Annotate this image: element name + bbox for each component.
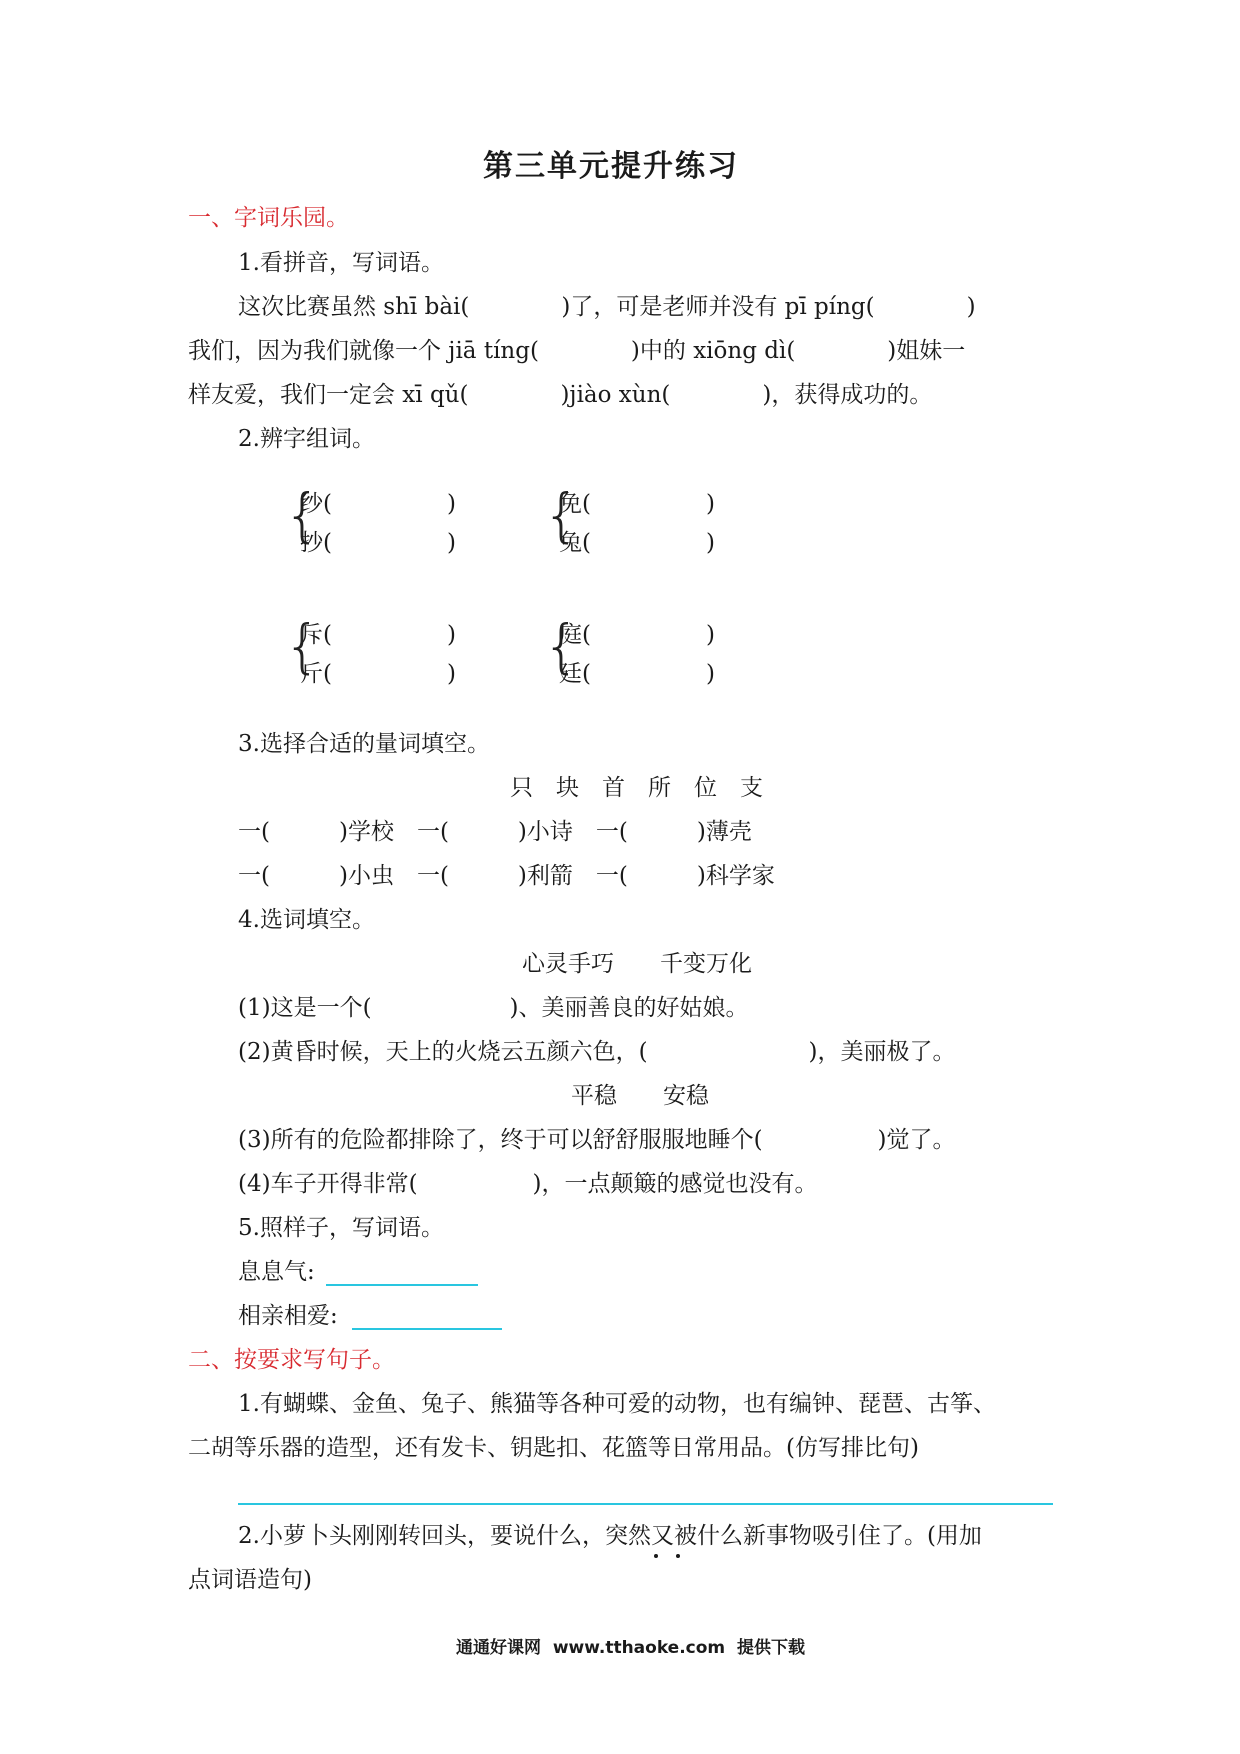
- question-1-prompt: 1.看拼音，写词语。: [238, 250, 444, 276]
- pinyin-line-2: 我们，因为我们就像一个 jiā tíng( )中的 xiōng dì( )姐妹一: [188, 338, 966, 364]
- emphasis-dot: [676, 1554, 680, 1558]
- char-pair-3-b: 斤( ): [300, 661, 456, 687]
- question-5-prompt: 5.照样子，写词语。: [238, 1215, 444, 1241]
- page-title: 第三单元提升练习: [483, 149, 739, 184]
- page-footer: 通通好课网 www.tthaoke.com 提供下载: [456, 1638, 805, 1658]
- fill-sentence-3: (3)所有的危险都排除了，终于可以舒舒服服地睡个( )觉了。: [238, 1127, 956, 1153]
- answer-line[interactable]: [326, 1284, 478, 1286]
- word-options-1: 心灵手巧 千变万化: [522, 951, 752, 977]
- measure-word-row-1: 一( )学校 一( )小诗 一( )薄壳: [238, 819, 752, 845]
- measure-word-options: 只 块 首 所 位 支: [510, 775, 763, 801]
- char-pair-1-a: 纱( ): [300, 491, 456, 517]
- brace-icon: {: [284, 481, 321, 549]
- question-2-prompt: 2.辨字组词。: [238, 426, 375, 452]
- question-4-prompt: 4.选词填空。: [238, 907, 375, 933]
- answer-line[interactable]: [352, 1328, 502, 1330]
- pinyin-line-1: 这次比赛虽然 shī bài( )了，可是老师并没有 pī píng( ): [238, 294, 976, 320]
- pinyin-line-3: 样友爱，我们一定会 xī qǔ( )jiào xùn( )，获得成功的。: [188, 382, 933, 408]
- fill-sentence-1: (1)这是一个( )、美丽善良的好姑娘。: [238, 995, 749, 1021]
- char-pair-2-b: 兔( ): [559, 530, 715, 556]
- char-pair-3-a: 斥( ): [300, 622, 456, 648]
- brace-icon: {: [284, 612, 321, 680]
- measure-word-row-2: 一( )小虫 一( )利箭 一( )科学家: [238, 863, 775, 889]
- char-pair-4-b: 廷( ): [559, 661, 715, 687]
- sentence-task-2-line-1: 2.小萝卜头刚刚转回头，要说什么，突然又被什么新事物吸引住了。(用加: [238, 1523, 982, 1549]
- sentence-task-2-line-2: 点词语造句): [188, 1567, 312, 1593]
- char-pair-1-b: 抄( ): [300, 530, 456, 556]
- example-word-2: 相亲相爱:: [238, 1303, 338, 1329]
- emphasis-dot: [654, 1554, 658, 1558]
- char-pair-4-a: 庭( ): [559, 622, 715, 648]
- section-heading-1: 一、字词乐园。: [188, 205, 349, 231]
- sentence-task-1-line-2: 二胡等乐器的造型，还有发卡、钥匙扣、花篮等日常用品。(仿写排比句): [188, 1435, 919, 1461]
- fill-sentence-4: (4)车子开得非常( )，一点颠簸的感觉也没有。: [238, 1171, 818, 1197]
- example-word-1: 息息气:: [238, 1259, 315, 1285]
- word-options-2: 平稳 安稳: [571, 1083, 709, 1109]
- question-3-prompt: 3.选择合适的量词填空。: [238, 731, 490, 757]
- sentence-task-1-line-1: 1.有蝴蝶、金鱼、兔子、熊猫等各种可爱的动物，也有编钟、琵琶、古筝、: [238, 1391, 996, 1417]
- char-pair-2-a: 免( ): [559, 491, 715, 517]
- answer-line[interactable]: [238, 1503, 1053, 1505]
- section-heading-2: 二、按要求写句子。: [188, 1347, 395, 1373]
- brace-icon: {: [543, 481, 580, 549]
- brace-icon: {: [543, 612, 580, 680]
- fill-sentence-2: (2)黄昏时候，天上的火烧云五颜六色，( )，美丽极了。: [238, 1039, 956, 1065]
